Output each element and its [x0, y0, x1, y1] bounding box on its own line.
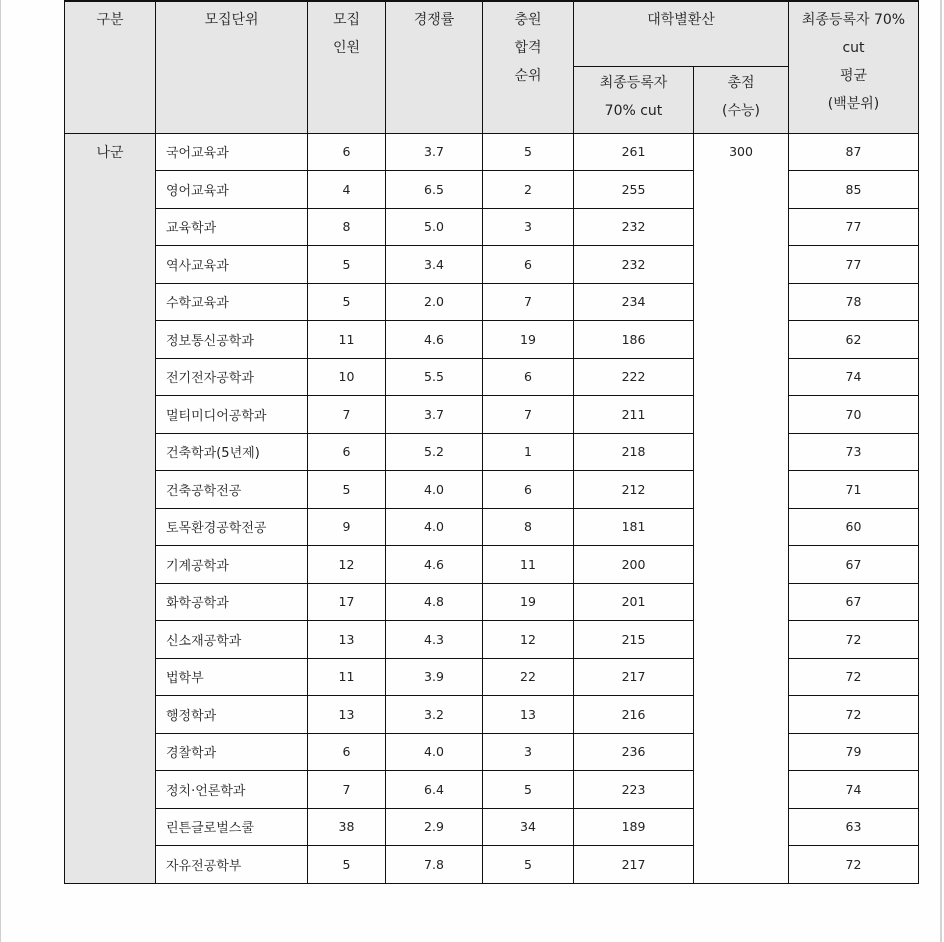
percentile-cell: 67: [789, 583, 919, 621]
rank-cell: 5: [483, 133, 574, 171]
competition-cell: 4.0: [386, 508, 483, 546]
percentile-cell: 85: [789, 171, 919, 209]
rank-cell: 3: [483, 208, 574, 246]
cut-cell: 181: [574, 508, 694, 546]
table-row: [65, 246, 919, 284]
rank-cell: 19: [483, 321, 574, 359]
percentile-cell: 60: [789, 508, 919, 546]
competition-cell: 2.0: [386, 283, 483, 321]
percentile-cell: 87: [789, 133, 919, 171]
quota-cell: 5: [308, 246, 386, 284]
quota-cell: 7: [308, 771, 386, 809]
header-pct-line3: 평균: [839, 68, 868, 84]
table-row: [65, 321, 919, 359]
unit-cell: 수학교육과: [156, 283, 308, 321]
table-row: [65, 208, 919, 246]
rank-cell: 7: [483, 396, 574, 434]
rank-cell: 2: [483, 171, 574, 209]
quota-cell: 12: [308, 546, 386, 584]
percentile-cell: 72: [789, 696, 919, 734]
quota-cell: 11: [308, 321, 386, 359]
header-converted-total: [694, 66, 789, 133]
percentile-cell: 78: [789, 283, 919, 321]
percentile-cell: 63: [789, 808, 919, 846]
table-row: [65, 358, 919, 396]
competition-cell: 3.7: [386, 133, 483, 171]
percentile-cell: 74: [789, 771, 919, 809]
cut-cell: 232: [574, 208, 694, 246]
header-quota: [308, 1, 386, 133]
window-right-border: [940, 0, 942, 942]
cut-cell: 200: [574, 546, 694, 584]
quota-cell: 11: [308, 658, 386, 696]
percentile-cell: 72: [789, 846, 919, 884]
cut-cell: 217: [574, 658, 694, 696]
cut-cell: 216: [574, 696, 694, 734]
table-row: [65, 583, 919, 621]
header-rank-line1: 충원: [514, 12, 542, 28]
cut-cell: 232: [574, 246, 694, 284]
header-quota-line1: 모집: [332, 12, 361, 28]
unit-cell: 정보통신공학과: [156, 321, 308, 359]
cut-cell: 201: [574, 583, 694, 621]
quota-cell: 6: [308, 133, 386, 171]
cut-cell: 261: [574, 133, 694, 171]
table-row: [65, 733, 919, 771]
percentile-cell: 72: [789, 658, 919, 696]
header-quota-line2: 인원: [332, 40, 361, 56]
cut-cell: 223: [574, 771, 694, 809]
cut-cell: 212: [574, 471, 694, 509]
unit-cell: 린튼글로벌스쿨: [156, 808, 308, 846]
header-pct-line2: cut: [842, 40, 865, 56]
rank-cell: 5: [483, 846, 574, 884]
percentile-cell: 67: [789, 546, 919, 584]
quota-cell: 9: [308, 508, 386, 546]
table-row: [65, 546, 919, 584]
competition-cell: 3.4: [386, 246, 483, 284]
competition-cell: 2.9: [386, 808, 483, 846]
table-row: [65, 508, 919, 546]
competition-cell: 5.0: [386, 208, 483, 246]
group-cell: 나군: [65, 133, 156, 883]
rank-cell: 3: [483, 733, 574, 771]
competition-cell: 3.9: [386, 658, 483, 696]
quota-cell: 6: [308, 733, 386, 771]
quota-cell: 5: [308, 846, 386, 884]
percentile-cell: 74: [789, 358, 919, 396]
percentile-cell: 73: [789, 433, 919, 471]
percentile-cell: 62: [789, 321, 919, 359]
percentile-cell: 77: [789, 208, 919, 246]
competition-cell: 4.0: [386, 471, 483, 509]
unit-cell: 기계공학과: [156, 546, 308, 584]
competition-cell: 5.5: [386, 358, 483, 396]
percentile-cell: 71: [789, 471, 919, 509]
unit-cell: 토목환경공학전공: [156, 508, 308, 546]
table-row: [65, 621, 919, 659]
header-waitlist-rank: [483, 1, 574, 133]
window-left-border: [0, 0, 1, 942]
header-group: 구분: [65, 1, 156, 133]
cut-cell: 217: [574, 846, 694, 884]
table-row: [65, 133, 919, 171]
cut-cell: 255: [574, 171, 694, 209]
header-total-line2: (수능): [722, 102, 760, 119]
cut-cell: 236: [574, 733, 694, 771]
unit-cell: 국어교육과: [156, 133, 308, 171]
unit-cell: 화학공학과: [156, 583, 308, 621]
unit-cell: 정치·언론학과: [156, 771, 308, 809]
cut-cell: 234: [574, 283, 694, 321]
quota-cell: 7: [308, 396, 386, 434]
quota-cell: 13: [308, 621, 386, 659]
quota-cell: 38: [308, 808, 386, 846]
header-converted-cut: [574, 66, 694, 133]
competition-cell: 4.6: [386, 546, 483, 584]
rank-cell: 5: [483, 771, 574, 809]
rank-cell: 7: [483, 283, 574, 321]
table-row: [65, 696, 919, 734]
competition-cell: 4.8: [386, 583, 483, 621]
cut-cell: 218: [574, 433, 694, 471]
unit-cell: 건축학과(5년제): [156, 433, 308, 471]
cut-cell: 222: [574, 358, 694, 396]
percentile-cell: 70: [789, 396, 919, 434]
cut-cell: 186: [574, 321, 694, 359]
competition-cell: 3.7: [386, 396, 483, 434]
competition-cell: 4.0: [386, 733, 483, 771]
unit-cell: 역사교육과: [156, 246, 308, 284]
unit-cell: 신소재공학과: [156, 621, 308, 659]
rank-cell: 6: [483, 471, 574, 509]
quota-cell: 13: [308, 696, 386, 734]
table-row: [65, 396, 919, 434]
percentile-cell: 72: [789, 621, 919, 659]
competition-cell: 6.5: [386, 171, 483, 209]
quota-cell: 10: [308, 358, 386, 396]
competition-cell: 7.8: [386, 846, 483, 884]
cut-cell: 189: [574, 808, 694, 846]
table-row: [65, 846, 919, 884]
quota-cell: 6: [308, 433, 386, 471]
unit-cell: 교육학과: [156, 208, 308, 246]
table-row: [65, 658, 919, 696]
quota-cell: 5: [308, 471, 386, 509]
rank-cell: 19: [483, 583, 574, 621]
rank-cell: 6: [483, 358, 574, 396]
quota-cell: 5: [308, 283, 386, 321]
unit-cell: 법학부: [156, 658, 308, 696]
unit-cell: 행정학과: [156, 696, 308, 734]
unit-cell: 건축공학전공: [156, 471, 308, 509]
quota-cell: 4: [308, 171, 386, 209]
competition-cell: 3.2: [386, 696, 483, 734]
total-score-cell: 300: [694, 133, 789, 883]
table-row: [65, 808, 919, 846]
rank-cell: 22: [483, 658, 574, 696]
cut-cell: 211: [574, 396, 694, 434]
percentile-cell: 77: [789, 246, 919, 284]
header-cut-line1: 최종등록자: [599, 74, 668, 91]
rank-cell: 1: [483, 433, 574, 471]
competition-cell: 5.2: [386, 433, 483, 471]
rank-cell: 34: [483, 808, 574, 846]
header-unit: 모집단위: [156, 1, 308, 133]
table-row: [65, 171, 919, 209]
rank-cell: 12: [483, 621, 574, 659]
header-total-line1: 총점: [727, 74, 755, 91]
table-row: [65, 433, 919, 471]
percentile-cell: 79: [789, 733, 919, 771]
quota-cell: 17: [308, 583, 386, 621]
competition-cell: 4.3: [386, 621, 483, 659]
rank-cell: 8: [483, 508, 574, 546]
header-pct-line4: (백분위): [827, 96, 880, 112]
table-row: [65, 771, 919, 809]
admission-results-table: [64, 0, 919, 884]
table-row: [65, 283, 919, 321]
unit-cell: 자유전공학부: [156, 846, 308, 884]
header-percentile: [789, 1, 919, 133]
header-rank-line3: 순위: [514, 68, 542, 84]
rank-cell: 11: [483, 546, 574, 584]
quota-cell: 8: [308, 208, 386, 246]
table-row: [65, 471, 919, 509]
rank-cell: 6: [483, 246, 574, 284]
header-pct-line1: 최종등록자 70%: [801, 12, 906, 28]
header-cut-line2: 70% cut: [604, 102, 663, 119]
unit-cell: 멀티미디어공학과: [156, 396, 308, 434]
unit-cell: 영어교육과: [156, 171, 308, 209]
header-rank-line2: 합격: [514, 40, 542, 56]
cut-cell: 215: [574, 621, 694, 659]
unit-cell: 경찰학과: [156, 733, 308, 771]
header-competition: 경쟁률: [386, 1, 483, 133]
competition-cell: 4.6: [386, 321, 483, 359]
competition-cell: 6.4: [386, 771, 483, 809]
header-converted: 대학별환산: [574, 1, 789, 66]
unit-cell: 전기전자공학과: [156, 358, 308, 396]
rank-cell: 13: [483, 696, 574, 734]
